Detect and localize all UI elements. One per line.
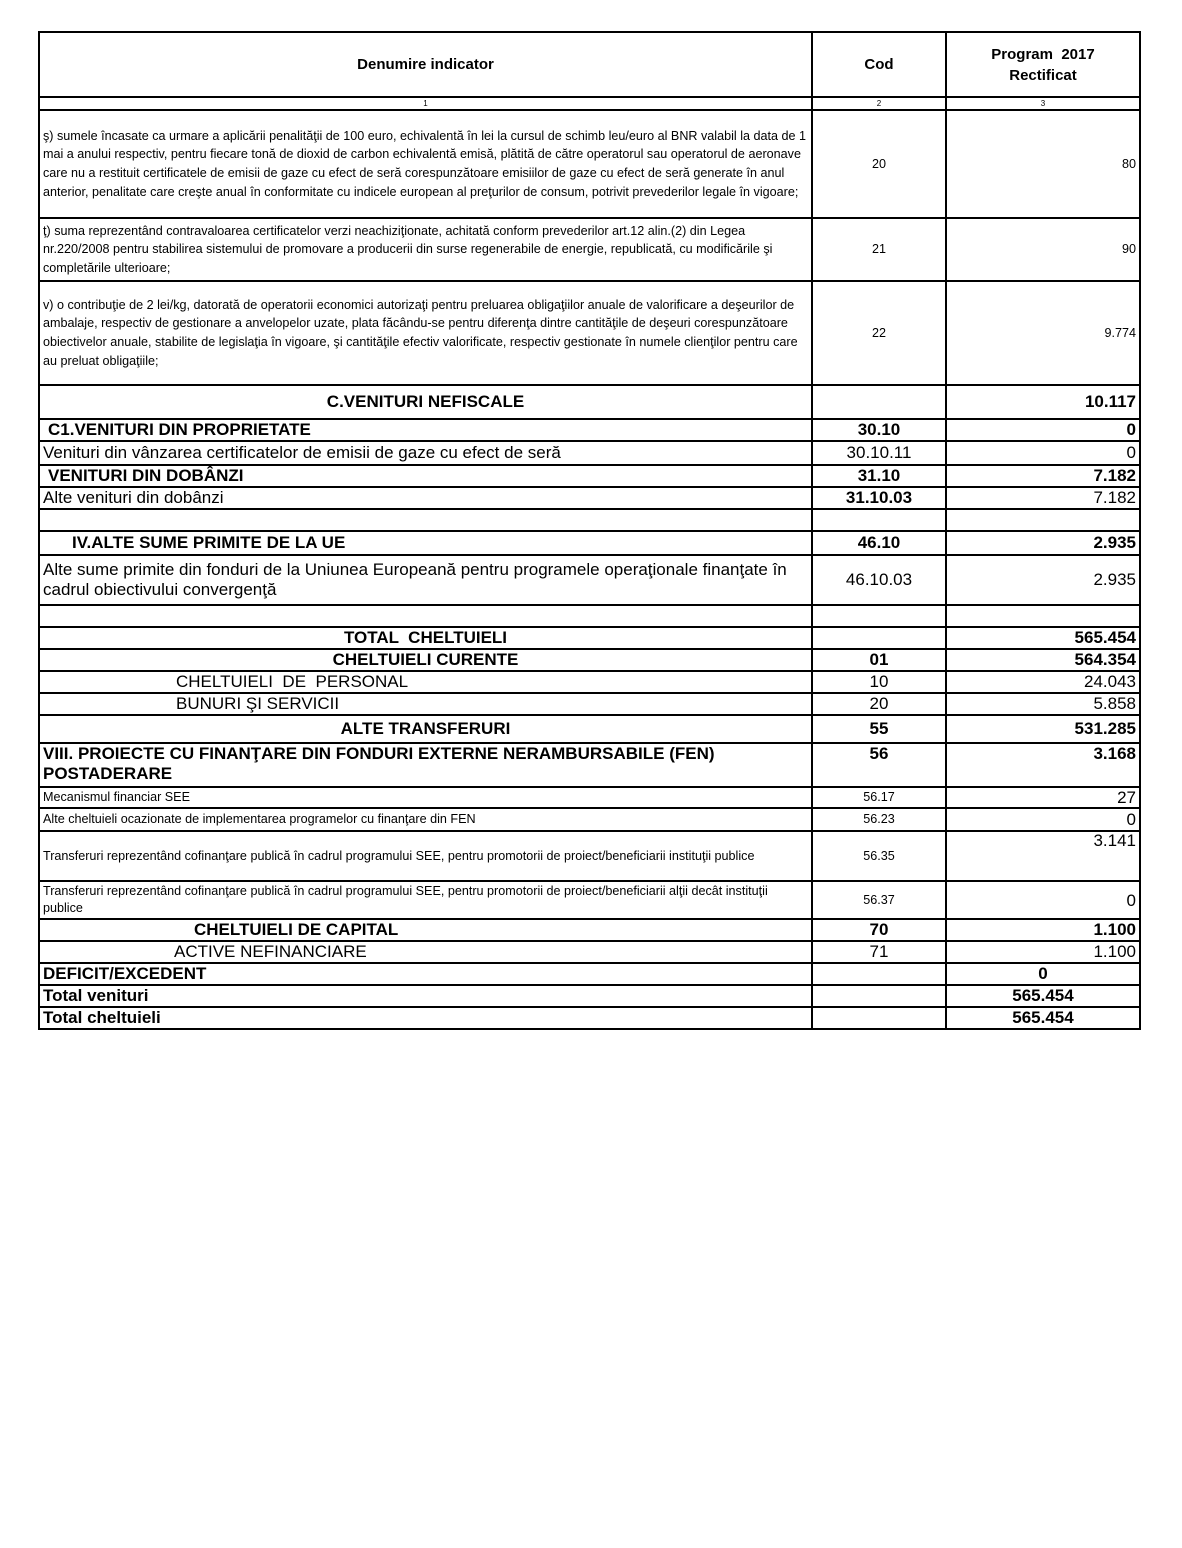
row-name: CHELTUIELI CURENTE [39,649,812,671]
row-value: 0 [946,441,1140,465]
table-row [39,985,1140,1007]
table-row [39,881,1140,919]
budget-table [38,31,1141,1030]
row-value: 2.935 [946,531,1140,555]
row-code: 56 [812,743,946,787]
table-row [39,441,1140,465]
row-code: 70 [812,919,946,941]
row-code [812,985,946,1007]
table-row [39,743,1140,787]
column-index-row [39,97,1140,110]
table-row [39,419,1140,441]
row-name: Alte sume primite din fonduri de la Uniunea Europeană pentru programele operaţionale finanţate în cadrul obiectivului convergenţă [39,555,812,605]
table-row [39,787,1140,808]
table-row [39,1007,1140,1029]
column-index-2: 2 [812,97,946,110]
row-name: Transferuri reprezentând cofinanţare publică în cadrul programului SEE, pentru promotorii de proiect/beneficiarii alţii decât instituţii publice [39,881,812,919]
row-name: DEFICIT/EXCEDENT [39,963,812,985]
table-row [39,487,1140,509]
row-code: 56.23 [812,808,946,831]
column-index-3: 3 [946,97,1140,110]
row-name: ş) sumele încasate ca urmare a aplicării penalităţii de 100 euro, echivalentă în lei la cursul de schimb leu/euro al BNR valabil la data de 1 mai a anului respectiv, pentru fiecare tonă de dioxid de carbon echivalentă emisă, plătită de către operatorul sau operatorul de aeronave care nu a restituit certificatele de emisii de gaze cu efect de seră corespunzătoare emisiilor de gaze cu efect de seră generate în anul anterior, penalitate care creşte anual în conformitate cu indicele european al preţurilor de consum, potrivit prevederilor legale în vigoare; [39,110,812,218]
row-code: 71 [812,941,946,963]
row-code: 21 [812,218,946,281]
row-value: 90 [946,218,1140,281]
row-name: Total venituri [39,985,812,1007]
table-row [39,385,1140,419]
empty-row [39,605,1140,627]
row-code [812,1007,946,1029]
table-row [39,693,1140,715]
table-row [39,919,1140,941]
row-code: 10 [812,671,946,693]
row-code: 56.37 [812,881,946,919]
table-row [39,963,1140,985]
table-row [39,281,1140,385]
row-code: 31.10.03 [812,487,946,509]
row-value: 565.454 [946,1007,1140,1029]
table-row [39,831,1140,881]
row-value: 0 [946,881,1140,919]
table-row [39,110,1140,218]
header-cod: Cod [812,32,946,97]
row-code: 31.10 [812,465,946,487]
row-value: 24.043 [946,671,1140,693]
row-code: 46.10.03 [812,555,946,605]
row-name: CHELTUIELI DE CAPITAL [39,919,812,941]
table-row [39,218,1140,281]
row-value: 0 [946,419,1140,441]
row-value: 10.117 [946,385,1140,419]
row-value: 0 [946,963,1140,985]
row-code [812,963,946,985]
header-denumire: Denumire indicator [39,32,812,97]
row-name: VIII. PROIECTE CU FINANŢARE DIN FONDURI EXTERNE NERAMBURSABILE (FEN) POSTADERARE [39,743,812,787]
row-value: 531.285 [946,715,1140,743]
row-name: ţ) suma reprezentând contravaloarea certificatelor verzi neachiziţionate, achitată conform prevederilor art.12 alin.(2) din Legea nr.220/2008 pentru stabilirea sistemului de promovare a producerii din surse regenerabile de energie, republicată, cu modificările şi completările ulterioare; [39,218,812,281]
header-row [39,32,1140,97]
table-row [39,555,1140,605]
row-name: Alte cheltuieli ocazionate de implementarea programelor cu finanţare din FEN [39,808,812,831]
row-code [812,627,946,649]
header-program-line1: Program 2017 [991,45,1095,63]
row-name: TOTAL CHELTUIELI [39,627,812,649]
row-name: IV.ALTE SUME PRIMITE DE LA UE [39,531,812,555]
row-value: 7.182 [946,487,1140,509]
row-name: CHELTUIELI DE PERSONAL [39,671,812,693]
row-value: 3.168 [946,743,1140,787]
row-code: 30.10 [812,419,946,441]
row-name: C.VENITURI NEFISCALE [39,385,812,419]
row-name: ALTE TRANSFERURI [39,715,812,743]
row-name: Alte venituri din dobânzi [39,487,812,509]
row-name: Total cheltuieli [39,1007,812,1029]
row-value: 0 [946,808,1140,831]
table-row [39,531,1140,555]
row-code: 55 [812,715,946,743]
row-code: 01 [812,649,946,671]
row-value: 7.182 [946,465,1140,487]
row-code: 30.10.11 [812,441,946,465]
header-program-line2: Rectificat [1009,66,1077,84]
table-row [39,649,1140,671]
row-name: BUNURI ŞI SERVICII [39,693,812,715]
row-name: Transferuri reprezentând cofinanţare publică în cadrul programului SEE, pentru promotorii de proiect/beneficiarii instituţii publice [39,831,812,881]
row-value: 2.935 [946,555,1140,605]
column-index-1: 1 [39,97,812,110]
row-value: 80 [946,110,1140,218]
row-name: Venituri din vânzarea certificatelor de emisii de gaze cu efect de seră [39,441,812,465]
header-program [946,32,1140,97]
row-value: 564.354 [946,649,1140,671]
row-name: Mecanismul financiar SEE [39,787,812,808]
row-value: 27 [946,787,1140,808]
row-code: 46.10 [812,531,946,555]
row-name: VENITURI DIN DOBÂNZI [39,465,812,487]
row-code: 20 [812,693,946,715]
row-code [812,385,946,419]
empty-row [39,509,1140,531]
row-value: 3.141 [946,831,1140,881]
row-code: 56.35 [812,831,946,881]
table-row [39,627,1140,649]
row-name: ACTIVE NEFINANCIARE [39,941,812,963]
table-row [39,715,1140,743]
row-value: 1.100 [946,941,1140,963]
row-code: 22 [812,281,946,385]
row-code: 56.17 [812,787,946,808]
row-value: 1.100 [946,919,1140,941]
table-row [39,465,1140,487]
row-value: 9.774 [946,281,1140,385]
table-row [39,671,1140,693]
row-value: 565.454 [946,985,1140,1007]
row-name: C1.VENITURI DIN PROPRIETATE [39,419,812,441]
row-code: 20 [812,110,946,218]
table-row [39,941,1140,963]
row-value: 5.858 [946,693,1140,715]
row-value: 565.454 [946,627,1140,649]
table-row [39,808,1140,831]
row-name: v) o contribuţie de 2 lei/kg, datorată de operatorii economici autorizaţi pentru preluarea obligaţiilor anuale de valorificare a deşeurilor de ambalaje, respectiv de gestionare a anvelopelor uzate, plata făcându-se pentru diferenţa dintre cantităţile de deşeuri corespunzătoare obiectivelor anuale, stabilite de legislaţia în vigoare, şi cantităţile efectiv valorificate, respectiv gestionate în numele clienţilor pentru care au preluat obligaţiile; [39,281,812,385]
